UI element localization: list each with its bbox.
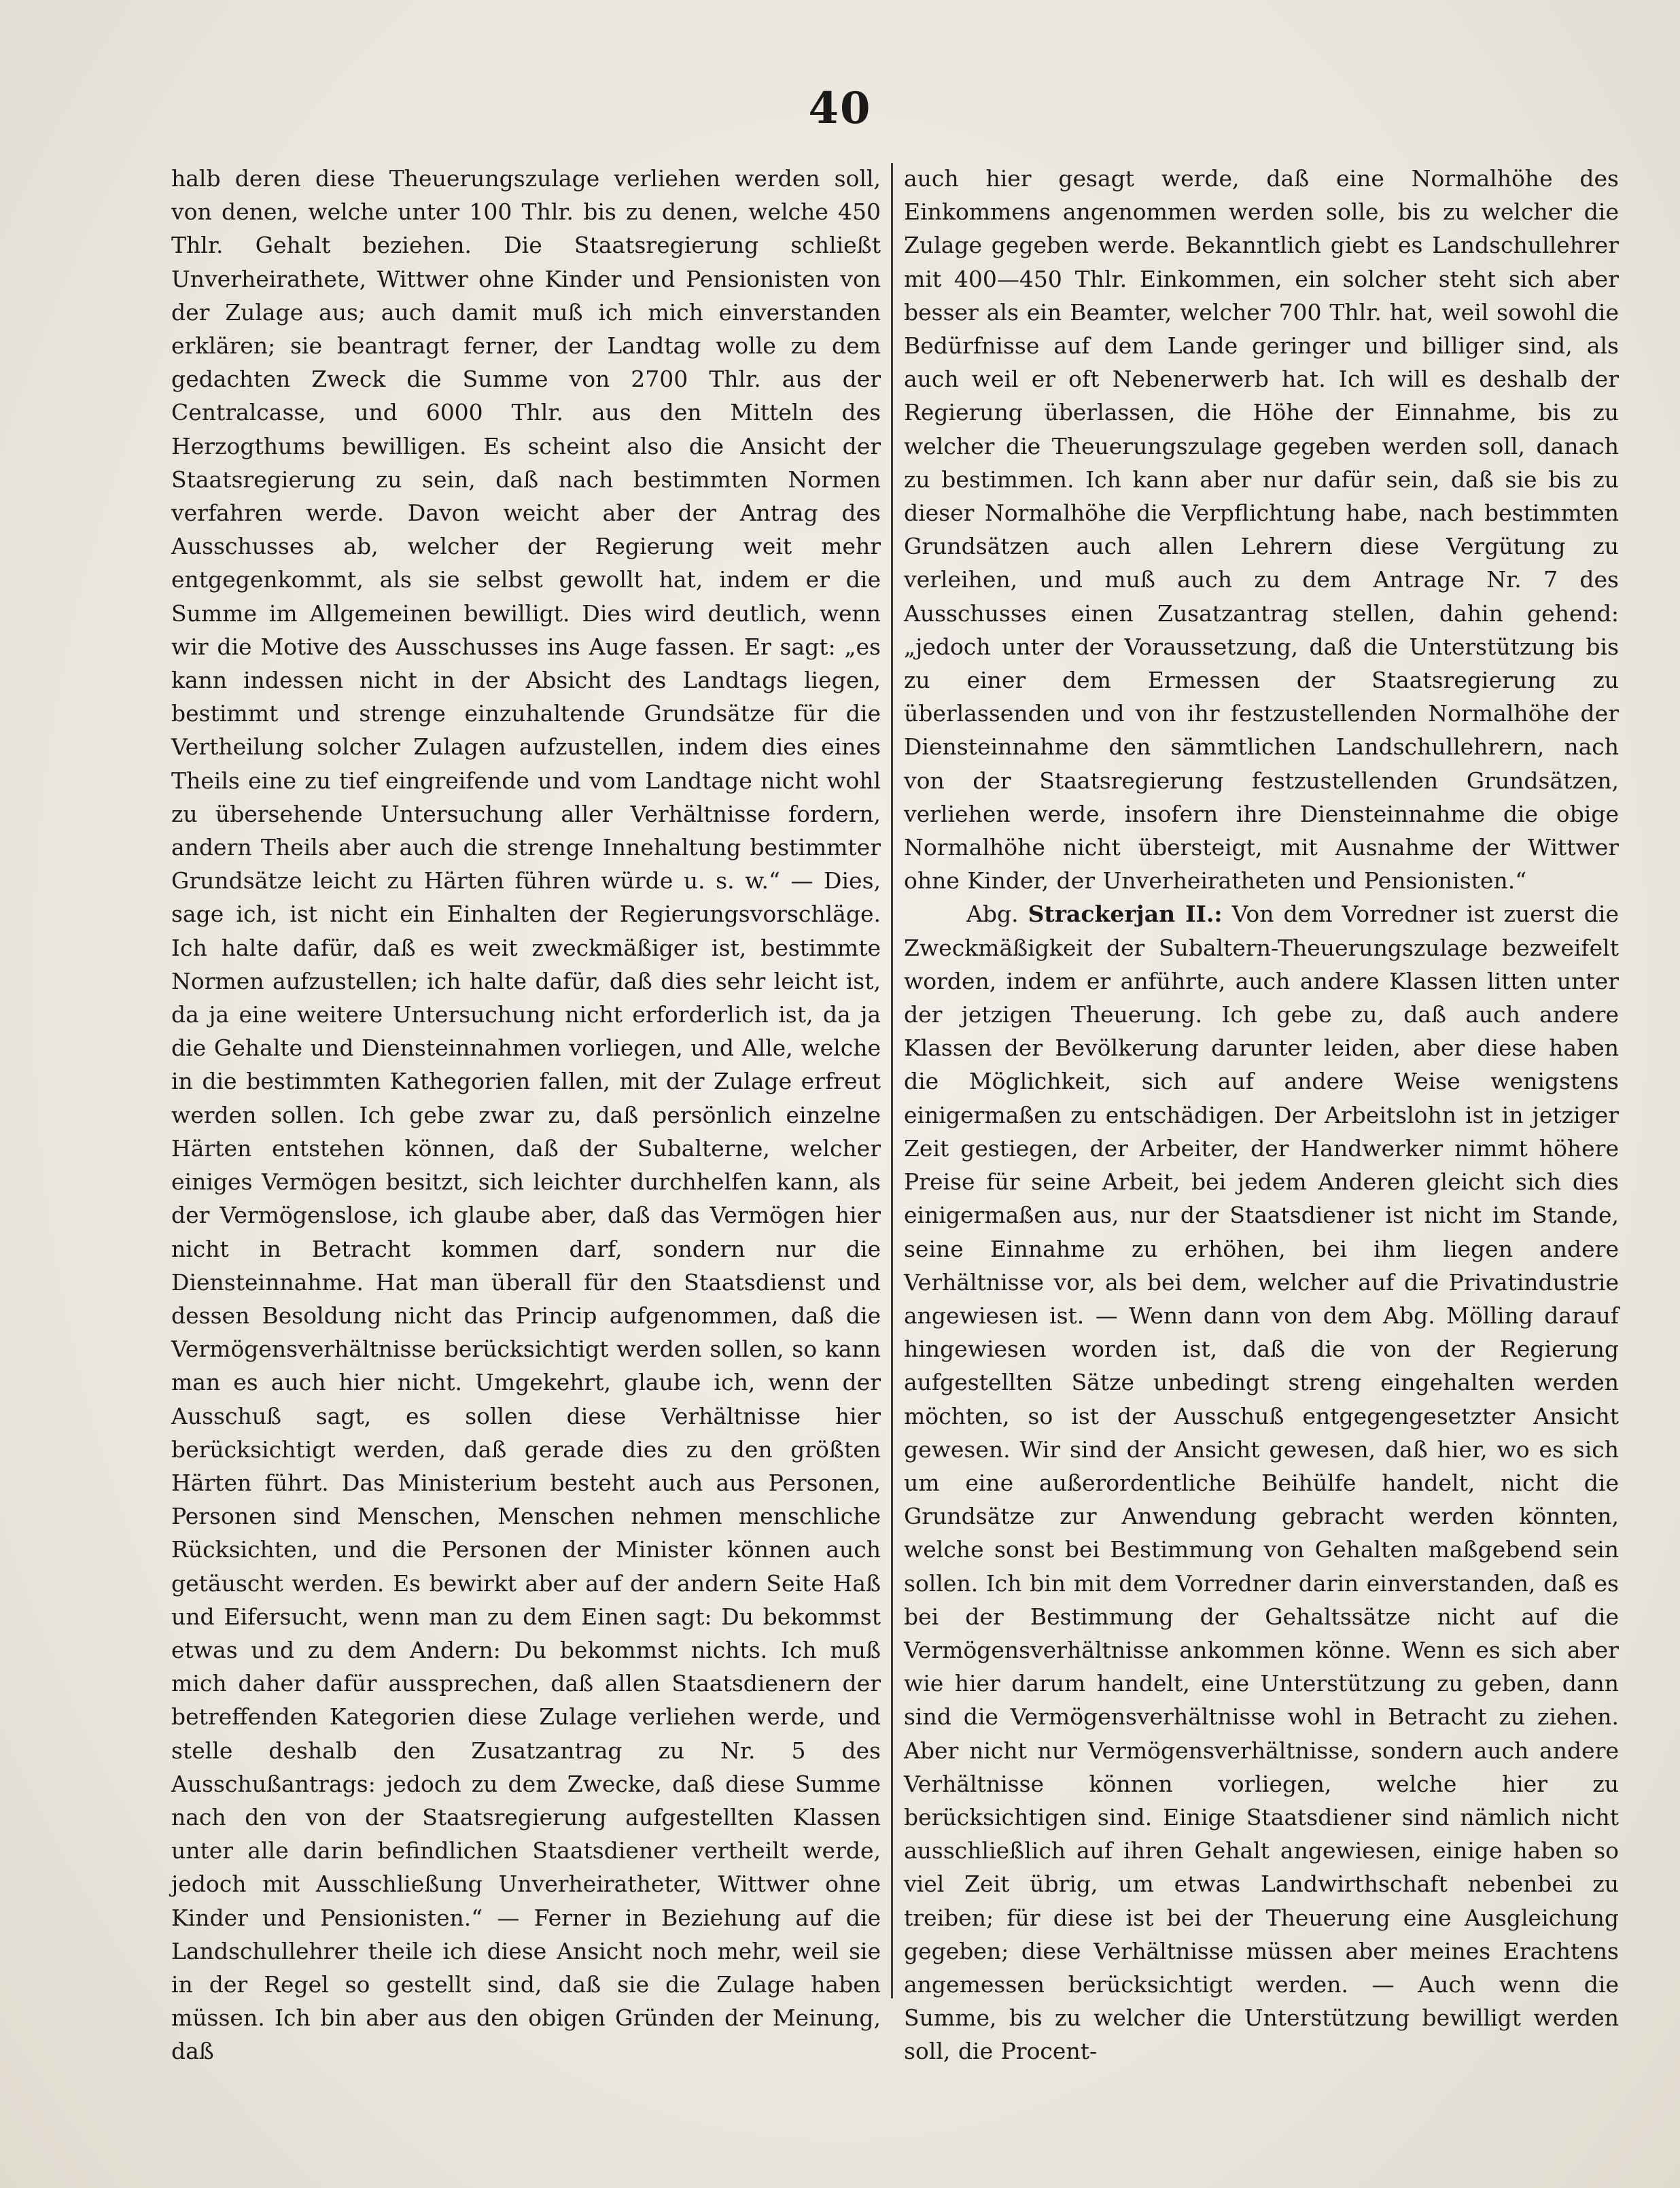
speech-text: Von dem Vorredner ist zuerst die Zweckmäßigkeit der Subaltern-Theuerungszulage bezweifelt worden, indem er anführte, auch andere Klassen litten unter der jetzigen Theuerung. Ich gebe zu, daß auch andere Klassen der Bevölkerung darunter leiden, aber diese haben die Möglichkeit, sich auf andere Weise wenigstens einigermaßen zu entschädigen. Der Arbeitslohn ist in jetziger Zeit gestiegen, der Arbeiter, der Handwerker nimmt höhere Preise für seine Arbeit, bei jedem Anderen gleicht sich dies einigermaßen aus, nur der Staatsdiener ist nicht im Stande, seine Einnahme zu erhöhen, bei ihm liegen andere Verhältnisse vor, als bei dem, welcher auf die Privatindustrie angewiesen ist. — Wenn dann von dem Abg. Mölling darauf hingewiesen worden ist, daß die von der Regierung aufgestellten Sätze unbedingt streng eingehalten werden möchten, so ist der Ausschuß entgegengesetzter Ansicht gewesen. Wir sind der Ansicht gewesen, daß hier, wo es sich um eine außerordentliche Beihülfe handelt, nicht die Grundsätze zur Anwendung gebracht werden könnten, welche sonst bei Bestimmung von Gehalten maßgebend sein sollen. Ich bin mit dem Vorredner darin einverstanden, daß es bei der Bestimmung der Gehaltssätze nicht auf die Vermögensverhältnisse ankommen könne. Wenn es sich aber wie hier darum handelt, eine Unterstützung zu geben, dann sind die Vermögensverhältnisse wohl in Betracht zu ziehen. Aber nicht nur Vermögensverhältnisse, sondern auch andere Verhältnisse können vorliegen, welche hier zu berücksichtigen sind. Einige Staatsdiener sind nämlich nicht ausschließlich auf ihren Gehalt angewiesen, einige haben so viel Zeit übrig, um etwas Landwirthschaft nebenbei zu treiben; für diese ist bei der Theuerung eine Ausgleichung gegeben; diese Verhältnisse müssen aber meines Erachtens angemessen berücksichtigt werden. — Auch wenn die Summe, bis zu welcher die Unterstützung bewilligt werden soll, die Procent- [904, 901, 1619, 2065]
left-column [171, 162, 881, 2065]
member-abbreviation: Abg. [966, 901, 1019, 928]
left-column-paragraph: halb deren diese Theuerungszulage verliehen werden soll, von denen, welche unter 100 Thlr. bis zu denen, welche 450 Thlr. Gehalt beziehen. Die Staatsregierung schließt Unverheirathete, Wittwer ohne Kinder und Pensionisten von der Zulage aus; auch damit muß ich mich einverstanden erklären; sie beantragt ferner, der Landtag wolle zu dem gedachten Zweck die Summe von 2700 Thlr. aus der Centralcasse, und 6000 Thlr. aus den Mitteln des Herzogthums bewilligen. Es scheint also die Ansicht der Staatsregierung zu sein, daß nach bestimmten Normen verfahren werde. Davon weicht aber der Antrag des Ausschusses ab, welcher der Regierung weit mehr entgegenkommt, als sie selbst gewollt hat, indem er die Summe im Allgemeinen bewilligt. Dies wird deutlich, wenn wir die Motive des Ausschusses ins Auge fassen. Er sagt: „es kann indessen nicht in der Absicht des Landtags liegen, bestimmt und strenge einzuhaltende Grundsätze für die Vertheilung solcher Zulagen aufzustellen, indem dies eines Theils eine zu tief eingreifende und vom Landtage nicht wohl zu übersehende Untersuchung aller Verhältnisse fordern, andern Theils aber auch die strenge Innehaltung bestimmter Grundsätze leicht zu Härten führen würde u. s. w.“ — Dies, sage ich, ist nicht ein Einhalten der Regierungsvorschläge. Ich halte dafür, daß es weit zweckmäßiger ist, bestimmte Normen aufzustellen; ich halte dafür, daß dies sehr leicht ist, da ja eine weitere Untersuchung nicht erforderlich ist, da ja die Gehalte und Diensteinnahmen vorliegen, und Alle, welche in die bestimmten Kathegorien fallen, mit der Zulage erfreut werden sollen. Ich gebe zwar zu, daß persönlich einzelne Härten entstehen können, daß der Subalterne, welcher einiges Vermögen besitzt, sich leichter durchhelfen kann, als der Vermögenslose, ich glaube aber, daß das Vermögen hier nicht in Betracht kommen darf, sondern nur die Diensteinnahme. Hat man überall für den Staatsdienst und dessen Besoldung nicht das Princip aufgenommen, daß die Vermögensverhältnisse berücksichtigt werden sollen, so kann man es auch hier nicht. Umgekehrt, glaube ich, wenn der Ausschuß sagt, es sollen diese Verhältnisse hier berücksichtigt werden, daß gerade dies zu den größten Härten führt. Das Ministerium besteht auch aus Personen, Personen sind Menschen, Menschen nehmen menschliche Rücksichten, und die Personen der Minister können auch getäuscht werden. Es bewirkt aber auf der andern Seite Haß und Eifersucht, wenn man zu dem Einen sagt: Du bekommst etwas und zu dem Andern: Du bekommst nichts. Ich muß mich daher dafür aussprechen, daß allen Staatsdienern der betreffenden Kategorien diese Zulage verliehen werde, und stelle deshalb den Zusatzantrag zu Nr. 5 des Ausschußantrags: jedoch zu dem Zwecke, daß diese Summe nach den von der Staatsregierung aufgestellten Klassen unter alle darin befindlichen Staatsdiener vertheilt werde, jedoch mit Ausschließung Unverheiratheter, Wittwer ohne Kinder und Pensionisten.“ — Ferner in Beziehung auf die Landschullehrer theile ich diese Ansicht noch mehr, weil sie in der Regel so gestellt sind, daß sie die Zulage haben müssen. Ich bin aber aus den obigen Gründen der Meinung, daß [171, 165, 881, 2065]
page-number: 40 [808, 83, 872, 134]
right-column-paragraph-1: auch hier gesagt werde, daß eine Normalhöhe des Einkommens angenommen werden solle, bis zu welcher die Zulage gegeben werde. Bekanntlich giebt es Landschullehrer mit 400—450 Thlr. Einkommen, ein solcher steht sich aber besser als ein Beamter, welcher 700 Thlr. hat, weil sowohl die Bedürfnisse auf dem Lande geringer und billiger sind, als auch weil er oft Nebenerwerb hat. Ich will es deshalb der Regierung überlassen, die Höhe der Einnahme, bis zu welcher die Theuerungszulage gegeben werden soll, danach zu bestimmen. Ich kann aber nur dafür sein, daß sie bis zu dieser Normalhöhe die Verpflichtung habe, nach bestimmten Grundsätzen auch allen Lehrern diese Vergütung zu verleihen, und muß auch zu dem Antrage Nr. 7 des Ausschusses einen Zusatzantrag stellen, dahin gehend: „jedoch unter der Voraussetzung, daß die Unterstützung bis zu einer dem Ermessen der Staatsregierung zu überlassenden und von ihr festzustellenden Normalhöhe der Diensteinnahme den sämmtlichen Landschullehrern, nach von der Staatsregierung festzustellenden Grundsätzen, verliehen werde, insofern ihre Diensteinnahme die obige Normalhöhe nicht übersteigt, mit Ausnahme der Wittwer ohne Kinder, der Unverheiratheten und Pensionisten.“ [904, 165, 1619, 895]
right-column [904, 162, 1619, 2065]
column-divider [891, 163, 893, 1998]
speaker-name: Strackerjan II.: [1028, 901, 1223, 928]
right-column-paragraph-2 [904, 897, 1619, 2068]
